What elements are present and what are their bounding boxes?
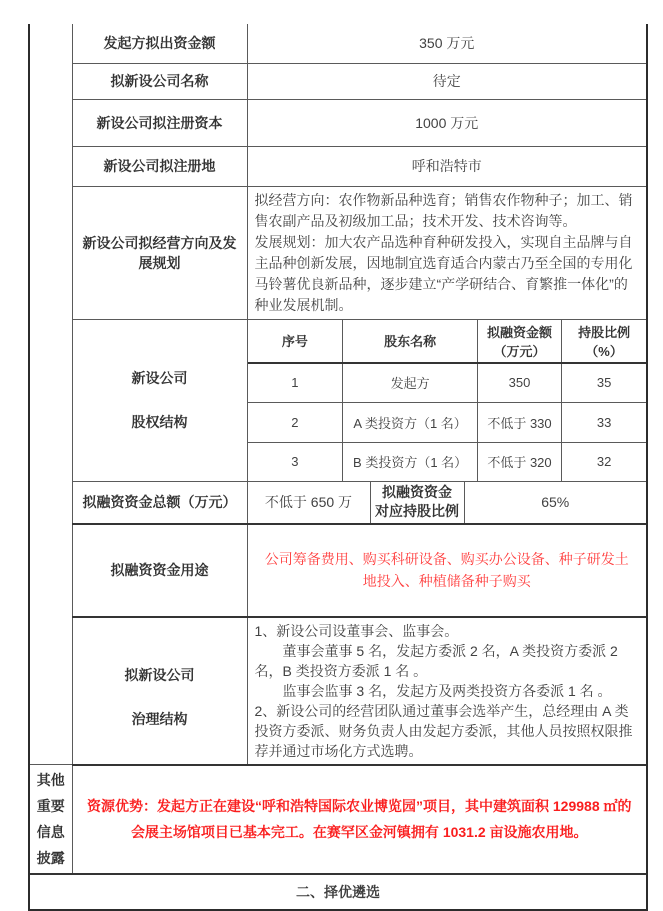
equity-structure-row [30, 319, 646, 481]
sponsor-contribution-label: 发起方拟出资金额 [72, 24, 247, 63]
other-disclosure-row [30, 765, 646, 875]
equity-amount: 不低于 320 [477, 443, 561, 481]
financing-total-label: 拟融资资金总额（万元） [72, 481, 247, 524]
equity-label-line2: 股权结构 [131, 414, 188, 430]
registration-place-label: 新设公司拟注册地 [72, 146, 247, 186]
equity-ratio: 33 [562, 403, 646, 443]
business-direction-value [247, 186, 646, 319]
governance-line: 2、新设公司的经营团队通过董事会选举产生，总经理由 A 类投资方委派、财务负责人由发起方委派，其他人员按照权限推荐并通过市场化方式选聘。 [254, 702, 633, 759]
financing-ratio-label-line2: 对应持股比例 [375, 503, 459, 519]
disclosure-table [28, 24, 648, 911]
financing-ratio-label [370, 482, 465, 523]
equity-structure-label [72, 319, 247, 481]
section-title-row [30, 874, 646, 909]
governance-label [72, 617, 247, 765]
table-row [30, 63, 646, 99]
financing-total-value-group [247, 481, 646, 524]
governance-line: 1、新设公司设董事会、监事会。 [254, 622, 459, 639]
col-header-amount: 拟融资金额（万元） [477, 320, 561, 363]
financing-ratio-value: 65% [541, 494, 570, 510]
registration-place-value: 呼和浩特市 [247, 146, 646, 186]
company-name-label: 拟新设公司名称 [72, 63, 247, 99]
other-label-part: 信息 [36, 824, 65, 840]
financing-ratio-label-line1: 拟融资资金 [382, 484, 452, 500]
equity-ratio: 35 [562, 363, 646, 403]
equity-shareholder: 发起方 [343, 363, 478, 403]
financing-usage-value: 公司筹备费用、购买科研设备、购买办公设备、种子研发土地投入、种植储备种子购买 [247, 524, 646, 617]
governance-label-line1: 拟新设公司 [124, 666, 195, 683]
equity-label-line1: 新设公司 [131, 370, 188, 386]
equity-row [248, 363, 647, 403]
equity-header-row [248, 320, 647, 363]
other-label-part: 重要 [36, 798, 65, 814]
financing-total-row [30, 481, 646, 524]
registered-capital-label: 新设公司拟注册资本 [72, 99, 247, 146]
registered-capital-value: 1000 万元 [247, 99, 646, 146]
business-plan-line: 发展规划：加大农产品选种育种研发投入，实现自主品牌与自主品种创新发展，因地制宜选育适合内蒙古乃至全国的专用化马铃薯优良新品种，逐步建立“产学研结合、育繁推一体化”的种业发展机制。 [254, 233, 633, 313]
equity-no: 2 [248, 403, 343, 443]
equity-no: 1 [248, 363, 343, 403]
other-disclosure-label [30, 765, 72, 875]
other-disclosure-value: 资源优势：发起方正在建设“呼和浩特国际农业博览园”项目，其中建筑面积 129988 ㎡的会展主场馆项目已基本完工。在赛罕区金河镇拥有 1031.2 亩设施农用地。 [72, 765, 646, 875]
sponsor-contribution-value: 350 万元 [247, 24, 646, 63]
col-header-ratio: 持股比例（%） [562, 320, 646, 363]
equity-no: 3 [248, 443, 343, 481]
table-row [30, 99, 646, 146]
other-label-part: 披露 [36, 850, 65, 866]
business-direction-label: 新设公司拟经营方向及发展规划 [72, 186, 247, 319]
business-direction-line: 拟经营方向：农作物新品种选育；销售农作物种子；加工、销售农副产品及初级加工品；技术开发、技术咨询等。 [254, 191, 633, 229]
governance-label-line2: 治理结构 [131, 710, 188, 727]
table-row [30, 146, 646, 186]
equity-amount: 不低于 330 [477, 403, 561, 443]
equity-row [248, 443, 647, 481]
col-header-index: 序号 [248, 320, 343, 363]
equity-amount: 350 [477, 363, 561, 403]
equity-table-container [247, 319, 646, 481]
financing-usage-row [30, 524, 646, 617]
left-spacer-column [30, 24, 72, 765]
equity-shareholder: B 类投资方（1 名） [343, 443, 478, 481]
governance-value [247, 617, 646, 765]
financing-total-value: 不低于 650 万 [264, 494, 353, 510]
table-row [30, 186, 646, 319]
section-title: 二、择优遴选 [30, 874, 646, 909]
governance-line: 董事会董事 5 名，发起方委派 2 名，A 类投资方委派 2 名，B 类投资方委派 1 名 。 [254, 642, 618, 679]
financing-usage-label: 拟融资资金用途 [72, 524, 247, 617]
equity-ratio: 32 [562, 443, 646, 481]
governance-line: 监事会监事 3 名，发起方及两类投资方各委派 1 名 。 [254, 682, 612, 699]
table-row [30, 24, 646, 63]
other-label-part: 其他 [36, 772, 65, 788]
equity-row [248, 403, 647, 443]
equity-shareholder: A 类投资方（1 名） [343, 403, 478, 443]
governance-row [30, 617, 646, 765]
equity-table [248, 320, 647, 481]
company-name-value: 待定 [247, 63, 646, 99]
col-header-shareholder: 股东名称 [343, 320, 478, 363]
